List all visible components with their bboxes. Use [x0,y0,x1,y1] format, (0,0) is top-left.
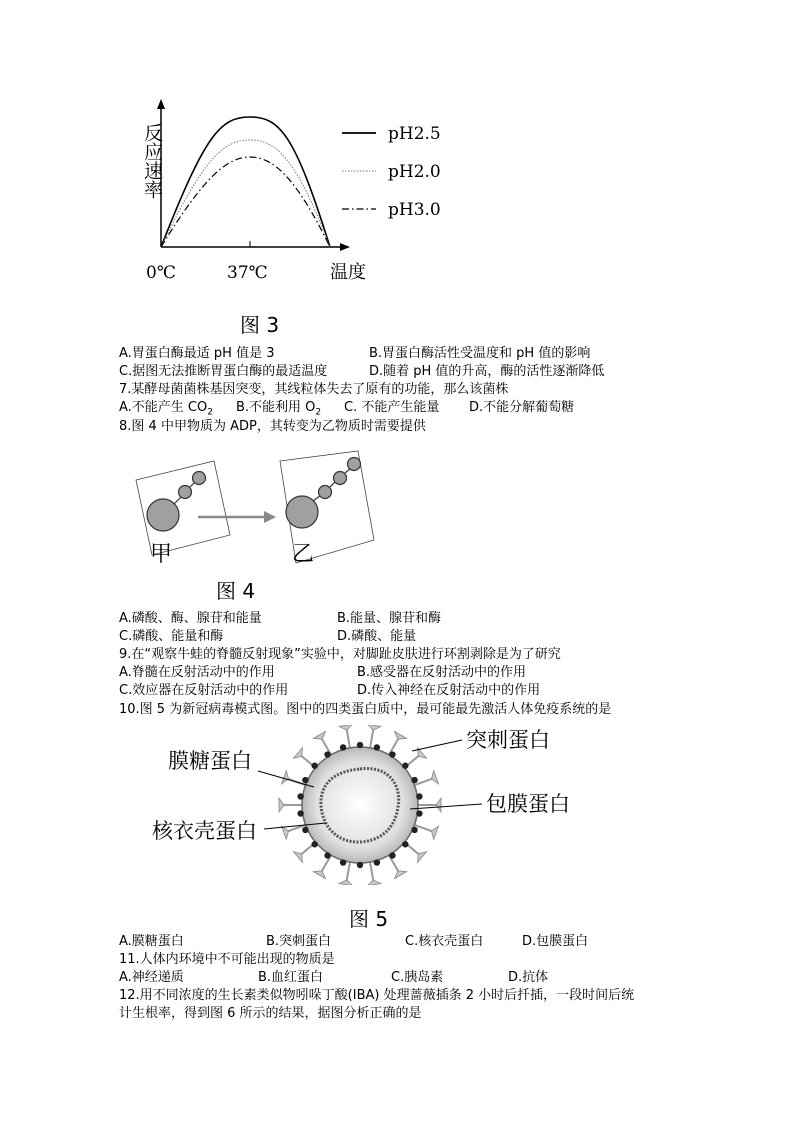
spike-stalk [346,860,350,882]
figure-5-caption: 图 5 [349,907,389,931]
atp-phosphate-3 [348,458,361,471]
q6-option-c: C.据图无法推断胃蛋白酶的最适温度 [119,364,328,379]
leader-spike-protein [412,740,462,751]
q10-stem: 10.图 5 为新冠病毒模式图。图中的四类蛋白质中，最可能最先激活人体免疫系统的是 [119,702,612,717]
glycoprotein-dot [311,763,317,769]
q8-option-a: A.磷酸、酶、腺苷和能量 [119,611,262,626]
glycoprotein-dot [297,793,303,799]
q12-stem-line2: 计生根率，得到图 6 所示的结果，据图分析正确的是 [119,1006,422,1021]
glycoprotein-dot [402,841,408,847]
glycoprotein-dot [357,742,363,748]
label-spike-protein: 突刺蛋白 [466,728,550,752]
q9-option-a: A.脊髓在反射活动中的作用 [119,665,275,680]
spike-head [367,880,381,885]
spike-head [281,771,288,784]
x-tick-0: 0℃ [146,263,176,283]
atp-phosphate-2 [334,472,347,485]
spike-stalk [370,860,374,882]
q10-option-c: C.核衣壳蛋白 [405,934,484,949]
label-yi: 乙 [292,542,315,567]
q7-option-d: D.不能分解葡萄糖 [469,400,575,415]
q11-stem: 11.人体内环境中不可能出现的物质是 [119,952,335,967]
label-jia: 甲 [150,542,173,567]
glycoprotein-dot [416,810,422,816]
glycoprotein-dot [311,841,317,847]
q6-option-a: A.胃蛋白酶最适 pH 值是 3 [119,346,275,361]
label-envelope-protein: 包膜蛋白 [486,792,570,816]
glycoprotein-dot [402,763,408,769]
legend-label-ph3-0: pH3.0 [388,200,441,220]
legend-label-ph2-0: pH2.0 [388,162,441,182]
y-axis-arrow [157,99,165,109]
q10-option-b: B.突刺蛋白 [266,934,332,949]
glycoprotein-dot [340,859,346,865]
atp-bond-2 [330,482,335,487]
q7-stem: 7.某酵母菌菌株基因突变，其线粒体失去了原有的功能，那么该菌株 [119,382,509,397]
spike-head [293,852,302,863]
figure-4-caption: 图 4 [216,579,256,603]
glycoprotein-dot [374,859,380,865]
virus-particle [279,725,441,885]
spike-head [313,731,325,739]
spike-head [279,798,284,812]
glycoprotein-dot [357,862,363,868]
curve-ph2-5 [161,117,330,247]
x-axis-arrow [340,243,350,251]
figure-5-virus-diagram [140,725,600,885]
q7-option-b: B.不能利用 $O_2$ [236,400,322,418]
adp-phosphate-1 [179,486,192,499]
curve-ph3-0 [161,157,330,247]
q8-option-d: D.磷酸、能量 [337,629,417,644]
q7-option-c: C. 不能产生能量 [344,400,440,415]
q8-option-c: C.磷酸、能量和酶 [119,629,224,644]
q10-option-d: D.包膜蛋白 [522,934,589,949]
q8-option-b: B.能量、腺苷和酶 [337,611,442,626]
spike-head [339,880,353,885]
spike-head [367,725,381,730]
spike-head [394,731,406,739]
q9-option-b: B.感受器在反射活动中的作用 [357,665,527,680]
q10-option-a: A.膜糖蛋白 [119,934,184,949]
x-tick-37: 37℃ [227,263,268,283]
q7-option-a: A.不能产生 $CO_2$ [119,400,213,418]
glycoprotein-dot [416,793,422,799]
spike-head [293,748,302,759]
glycoprotein-dot [324,852,330,858]
spike-head [418,852,427,863]
spike-head [339,725,353,730]
q9-option-c: C.效应器在反射活动中的作用 [119,683,289,698]
glycoprotein-dot [324,751,330,757]
q11-option-b: B.血红蛋白 [258,970,324,985]
q9-option-d: D.传入神经在反射活动中的作用 [357,683,541,698]
glycoprotein-dot [340,744,346,750]
label-nucleocapsid-protein: 核衣壳蛋白 [152,819,257,843]
legend-label-ph2-5: pH2.5 [388,124,441,144]
glycoprotein-dot [411,777,417,783]
spike-head [313,871,325,879]
curve-ph2-0 [161,140,330,247]
glycoprotein-dot [297,810,303,816]
spike-head [436,798,441,812]
adp-phosphate-2 [193,472,206,485]
figure-4-diagram [130,445,390,570]
q12-stem-line1: 12.用不同浓度的生长素类似物吲哚丁酸(IBA) 处理蔷薇插条 2 小时后扦插，一段时间后统 [119,988,635,1003]
spike-head [431,771,438,784]
q9-stem: 9.在“观察牛蛙的脊髓反射现象”实验中，对脚趾皮肤进行环割剥除是为了研究 [119,647,561,662]
spike-stalk [346,728,350,750]
q6-option-d: D.随着 pH 值的升高，酶的活性逐渐降低 [369,364,605,379]
q8-stem: 8.图 4 中甲物质为 ADP，其转变为乙物质时需要提供 [119,419,426,434]
glycoprotein-dot [389,751,395,757]
conversion-arrow-head [264,511,276,523]
adp-bond-2 [190,483,194,487]
atp-bond-3 [345,469,350,473]
spike-head [394,871,406,879]
virus-envelope [302,747,418,863]
glycoprotein-dot [302,777,308,783]
atp-phosphate-1 [319,486,332,499]
y-axis-label: 反应速率 [141,123,163,199]
glycoprotein-dot [389,852,395,858]
spike-head [281,826,288,839]
q11-option-d: D.抗体 [508,970,549,985]
q11-option-c: C.胰岛素 [391,970,444,985]
figure-3-chart [130,95,460,295]
q6-option-b: B.胃蛋白酶活性受温度和 pH 值的影响 [369,346,591,361]
glycoprotein-dot [374,744,380,750]
figure-3-caption: 图 3 [240,313,280,337]
label-membrane-glycoprotein: 膜糖蛋白 [168,749,252,773]
q11-option-a: A.神经递质 [119,970,184,985]
glycoprotein-dot [302,827,308,833]
spike-head [431,826,438,839]
glycoprotein-dot [411,827,417,833]
x-axis-label: 温度 [330,262,366,283]
spike-stalk [370,728,374,750]
